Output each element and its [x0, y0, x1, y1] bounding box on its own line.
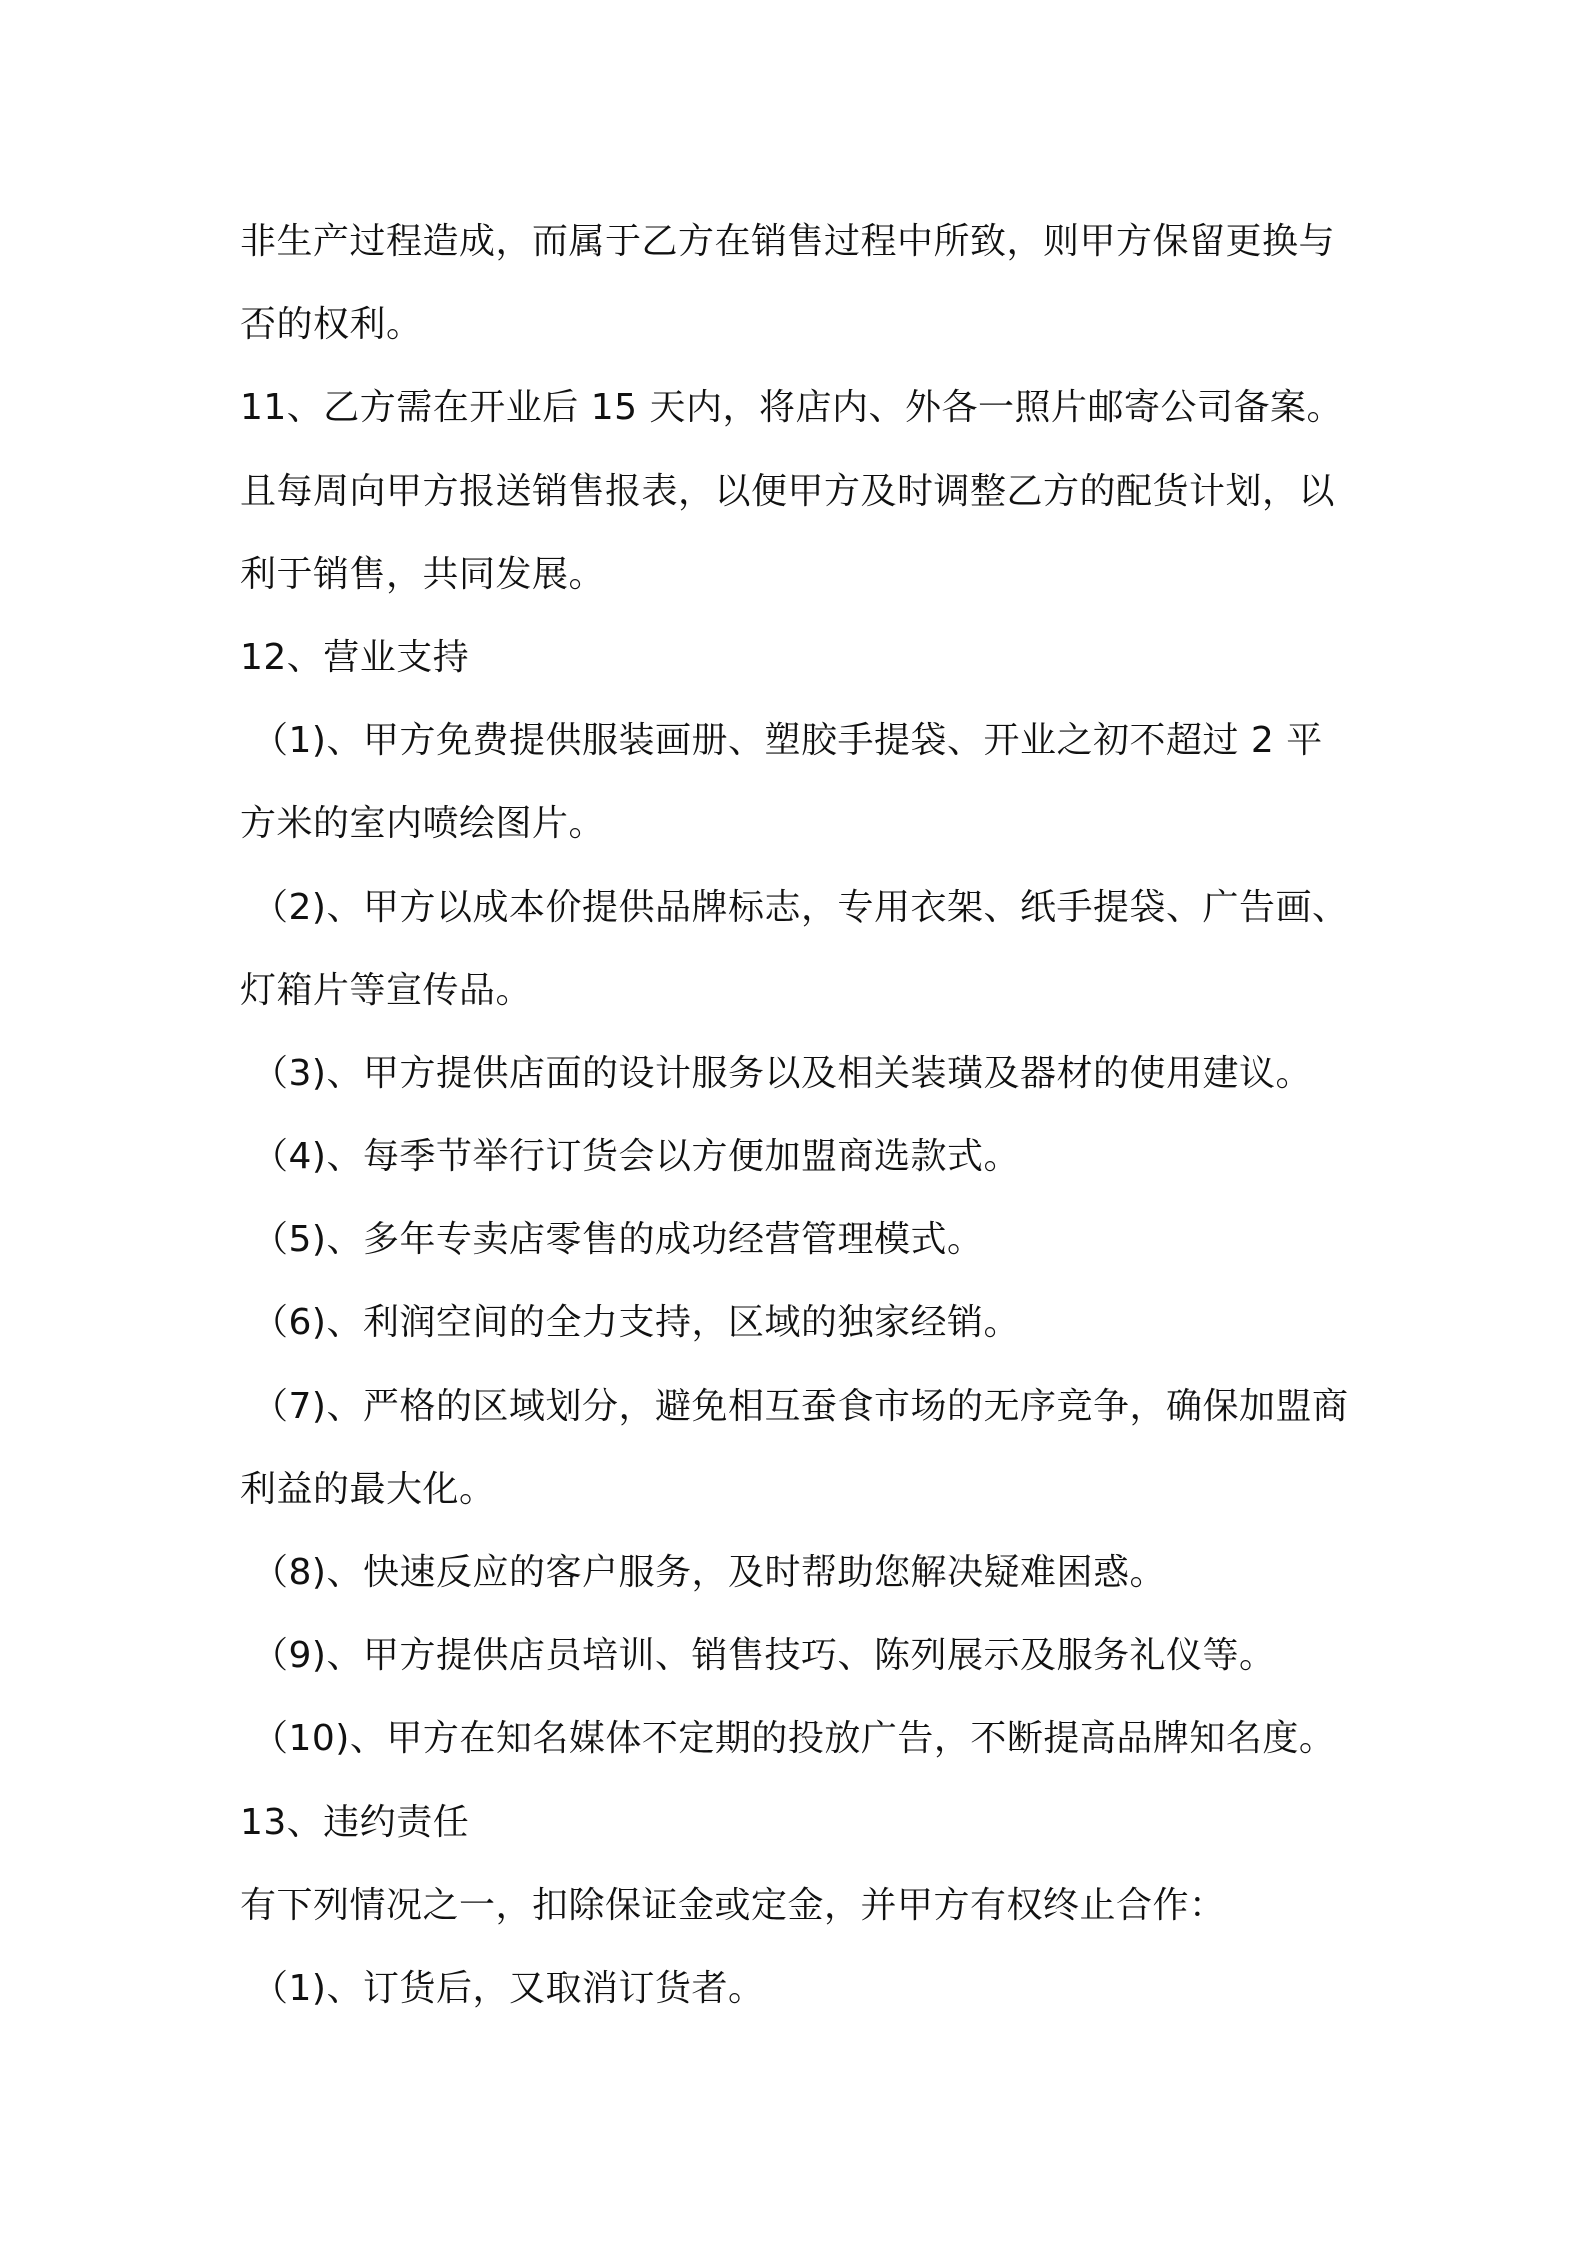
clause-12-item-2-line-2: 灯箱片等宣传品。 — [240, 969, 533, 1011]
clause-12-item-10: （10)、甲方在知名媒体不定期的投放广告，不断提高品牌知名度。 — [252, 1718, 1336, 1760]
clause-12-item-7-line-2: 利益的最大化。 — [240, 1468, 496, 1510]
clause-12-item-2-line-1: （2)、甲方以成本价提供品牌标志，专用衣架、纸手提袋、广告画、 — [252, 886, 1349, 928]
clause-11-line-3: 利于销售，共同发展。 — [240, 553, 606, 595]
clause-12-heading: 12、营业支持 — [240, 636, 470, 678]
clause-11-line-1: 11、乙方需在开业后 15 天内，将店内、外各一照片邮寄公司备案。 — [240, 387, 1344, 429]
clause-12-item-1-line-1: （1)、甲方免费提供服装画册、塑胶手提袋、开业之初不超过 2 平 — [252, 720, 1323, 762]
text-line-2: 否的权利。 — [240, 304, 423, 346]
clause-12-item-1-line-2: 方米的室内喷绘图片。 — [240, 803, 606, 845]
clause-12-item-3: （3)、甲方提供店面的设计服务以及相关装璜及器材的使用建议。 — [252, 1052, 1312, 1094]
clause-12-item-7-line-1: （7)、严格的区域划分，避免相互蚕食市场的无序竞争，确保加盟商 — [252, 1385, 1349, 1427]
clause-12-item-9: （9)、甲方提供店员培训、销售技巧、陈列展示及服务礼仪等。 — [252, 1635, 1276, 1677]
clause-12-item-6: （6)、利润空间的全力支持，区域的独家经销。 — [252, 1302, 1020, 1344]
clause-13-heading: 13、违约责任 — [240, 1801, 470, 1843]
clause-13-item-1: （1)、订货后，又取消订货者。 — [252, 1967, 765, 2009]
text-line-1: 非生产过程造成，而属于乙方在销售过程中所致，则甲方保留更换与 — [240, 221, 1336, 262]
clause-11-line-2: 且每周向甲方报送销售报表，以便甲方及时调整乙方的配货计划，以 — [240, 470, 1336, 512]
clause-12-item-8: （8)、快速反应的客户服务，及时帮助您解决疑难困惑。 — [252, 1552, 1166, 1593]
clause-13-intro: 有下列情况之一，扣除保证金或定金，并甲方有权终止合作： — [240, 1884, 1226, 1926]
document-body — [240, 200, 1360, 2030]
clause-12-item-4: （4)、每季节举行订货会以方便加盟商选款式。 — [252, 1136, 1020, 1178]
clause-12-item-5: （5)、多年专卖店零售的成功经营管理模式。 — [252, 1219, 984, 1261]
